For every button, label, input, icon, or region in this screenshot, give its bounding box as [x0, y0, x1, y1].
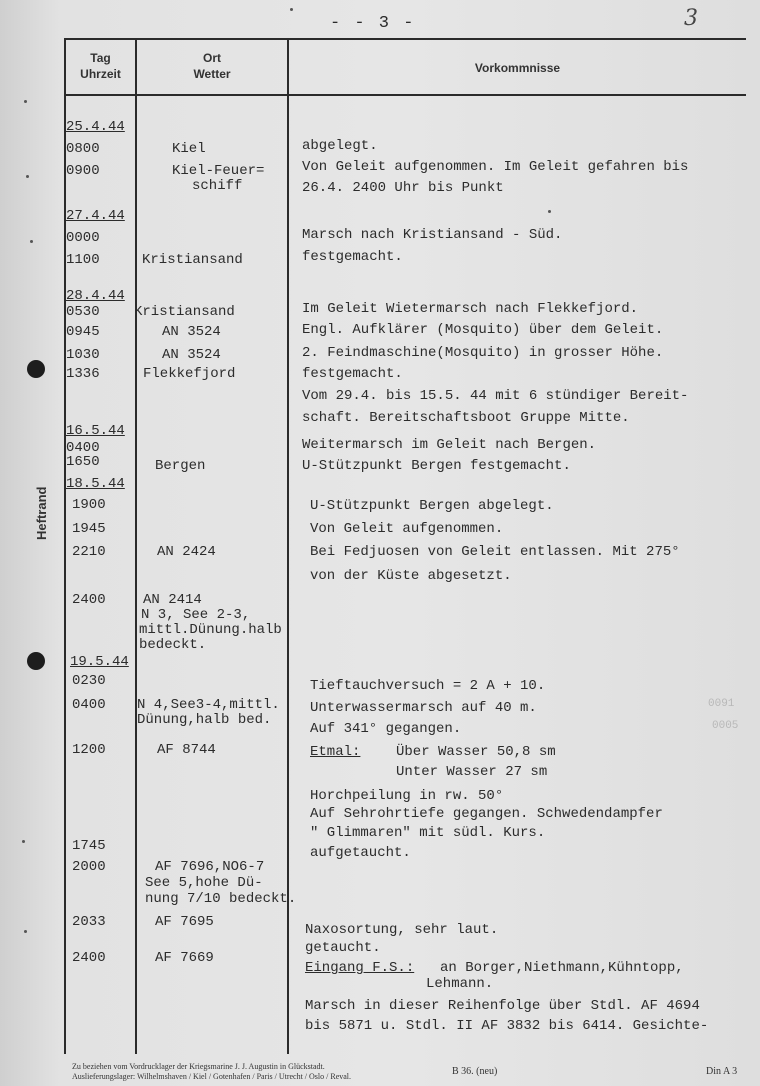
place-entry: Kristiansand	[142, 252, 243, 268]
event-line: Im Geleit Wietermarsch nach Flekkefjord.	[302, 301, 639, 317]
event-line: bis 5871 u. Stdl. II AF 3832 bis 6414. Gesichte-	[305, 1018, 709, 1034]
event-line: U-Stützpunkt Bergen festgemacht.	[302, 458, 571, 474]
event-line: festgemacht.	[302, 249, 403, 265]
date-entry: 19.5.44	[70, 654, 129, 670]
speck	[24, 100, 27, 103]
event-line: Unter Wasser 27 sm	[396, 764, 548, 780]
place-entry: Kristiansand	[134, 304, 235, 320]
place-entry: nung 7/10 bedeckt.	[145, 891, 297, 907]
speck	[22, 840, 25, 843]
header-place: Ort	[203, 51, 221, 65]
footer-publisher: Zu beziehen vom Vordrucklager der Kriegsmarine J. J. Augustin in Glückstadt.	[72, 1062, 325, 1071]
event-line: festgemacht.	[302, 366, 403, 382]
page-number: 3	[684, 6, 698, 31]
event-line: Marsch in dieser Reihenfolge über Stdl. AF 4694	[305, 998, 700, 1014]
header-place-weather	[137, 50, 287, 82]
time-entry: 1745	[72, 838, 106, 854]
event-line: Marsch nach Kristiansand - Süd.	[302, 227, 563, 243]
time-entry: 0800	[66, 141, 100, 157]
header-weather: Wetter	[193, 67, 231, 81]
speck	[26, 175, 29, 178]
event-line: Auf 341° gegangen.	[310, 721, 462, 737]
event-line: an Borger,Niethmann,Kühntopp,	[440, 960, 684, 976]
place-entry: N 4,See3-4,mittl.	[137, 697, 280, 713]
place-entry: N 3, See 2-3,	[141, 607, 251, 623]
event-line: abgelegt.	[302, 138, 378, 154]
footer-depots: Auslieferungslager: Wilhelmshaven / Kiel / Gotenhafen / Paris / Utrecht / Oslo / Reval.	[72, 1072, 352, 1081]
event-line: 2. Feindmaschine(Mosquito) in grosser Höhe.	[302, 345, 664, 361]
time-entry: 1650	[66, 454, 100, 470]
punch-hole-top	[27, 360, 45, 378]
date-entry: 28.4.44	[66, 288, 125, 304]
event-line: Weitermarsch im Geleit nach Bergen.	[302, 437, 597, 453]
event-line: getaucht.	[305, 940, 381, 956]
event-line: Engl. Aufklärer (Mosquito) über dem Geleit.	[302, 322, 664, 338]
event-line: Naxosortung, sehr laut.	[305, 922, 499, 938]
event-line: Von Geleit aufgenommen. Im Geleit gefahren bis	[302, 159, 689, 175]
time-entry: 2033	[72, 914, 106, 930]
table-top-rule	[64, 38, 746, 40]
event-line: Bei Fedjuosen von Geleit entlassen. Mit 275°	[310, 544, 680, 560]
event-line: U-Stützpunkt Bergen abgelegt.	[310, 498, 554, 514]
place-entry: schiff	[192, 178, 243, 194]
time-entry: 1030	[66, 347, 100, 363]
ghost-mark: 0091	[708, 698, 735, 710]
event-line: schaft. Bereitschaftsboot Gruppe Mitte.	[302, 410, 630, 426]
place-entry: Bergen	[155, 458, 206, 474]
event-line: Vom 29.4. bis 15.5. 44 mit 6 stündiger Bereit-	[302, 388, 689, 404]
date-entry: 25.4.44	[66, 119, 125, 135]
event-line: Unterwassermarsch auf 40 m.	[310, 700, 537, 716]
event-line: 26.4. 2400 Uhr bis Punkt	[302, 180, 504, 196]
place-entry: Dünung,halb bed.	[137, 712, 272, 728]
place-entry: AF 8744	[157, 742, 216, 758]
place-entry: Flekkefjord	[143, 366, 236, 382]
event-line: Lehmann.	[426, 976, 494, 992]
event-label-etmal: Etmal:	[310, 744, 361, 760]
event-line: Von Geleit aufgenommen.	[310, 521, 504, 537]
footer-form-number: B 36. (neu)	[452, 1066, 498, 1077]
place-entry: See 5,hohe Dü-	[145, 875, 263, 891]
time-entry: 0400	[72, 697, 106, 713]
header-events: Vorkommnisse	[474, 61, 561, 75]
page-label: - - 3 -	[330, 14, 416, 33]
time-entry: 1900	[72, 497, 106, 513]
place-entry: bedeckt.	[139, 637, 207, 653]
event-line: Tieftauchversuch = 2 A + 10.	[310, 678, 546, 694]
time-entry: 1200	[72, 742, 106, 758]
place-entry: AN 3524	[162, 347, 221, 363]
table-header-rule	[64, 94, 746, 96]
speck	[30, 240, 33, 243]
place-entry: AN 2414	[143, 592, 202, 608]
event-line: " Glimmaren" mit südl. Kurs.	[310, 825, 546, 841]
time-entry: 2400	[72, 592, 106, 608]
event-line: Auf Sehrohrtiefe gegangen. Schwedendampfer	[310, 806, 663, 822]
place-entry: AF 7695	[155, 914, 214, 930]
header-day: Tag	[90, 51, 111, 65]
time-entry: 0230	[72, 673, 106, 689]
place-entry: Kiel	[172, 141, 206, 157]
footer-paper-size: Din A 3	[706, 1066, 738, 1077]
header-time: Uhrzeit	[80, 67, 121, 81]
event-line: Horchpeilung in rw. 50°	[310, 788, 504, 804]
time-entry: 2400	[72, 950, 106, 966]
speck	[290, 8, 293, 11]
ghost-mark: 0005	[712, 720, 739, 732]
time-entry: 2210	[72, 544, 106, 560]
time-entry: 0000	[66, 230, 100, 246]
event-line: von der Küste abgesetzt.	[310, 568, 512, 584]
date-entry: 16.5.44	[66, 423, 125, 439]
margin-label: Heftrand	[34, 486, 49, 540]
date-entry: 27.4.44	[66, 208, 125, 224]
left-border	[64, 38, 66, 1054]
place-entry: AF 7669	[155, 950, 214, 966]
date-entry: 18.5.44	[66, 476, 125, 492]
time-entry: 1100	[66, 252, 100, 268]
time-entry: 2000	[72, 859, 106, 875]
event-line: Über Wasser 50,8 sm	[396, 744, 556, 760]
place-entry: Kiel-Feuer=	[172, 163, 265, 179]
speck	[24, 930, 27, 933]
speck	[548, 210, 551, 213]
time-entry: 0900	[66, 163, 100, 179]
time-entry: 1336	[66, 366, 100, 382]
punch-hole-bottom	[27, 652, 45, 670]
event-label-eingang: Eingang F.S.:	[305, 960, 415, 976]
event-line: aufgetaucht.	[310, 845, 411, 861]
time-entry: 0530	[66, 304, 100, 320]
time-entry: 1945	[72, 521, 106, 537]
place-entry: mittl.Dünung.halb	[139, 622, 282, 638]
column-divider-1	[135, 38, 137, 1054]
place-entry: AF 7696,NO6-7	[155, 859, 265, 875]
time-entry: 0400	[66, 440, 100, 456]
header-day-time	[66, 50, 135, 82]
place-entry: AN 3524	[162, 324, 221, 340]
time-entry: 0945	[66, 324, 100, 340]
place-entry: AN 2424	[157, 544, 216, 560]
